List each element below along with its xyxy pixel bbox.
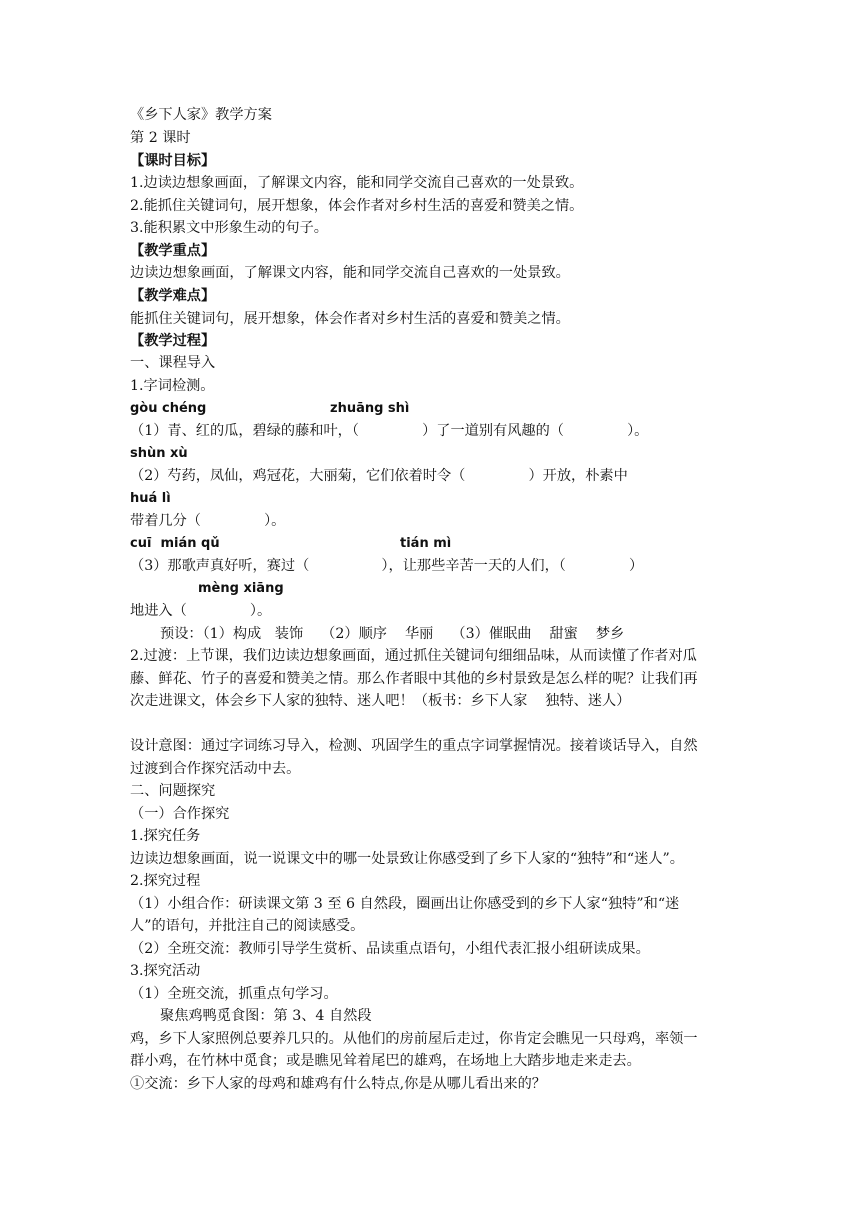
- question-2-cont: 带着几分（ ）。: [130, 513, 286, 529]
- question-3-cont: 地进入（ ）。: [130, 603, 272, 619]
- task-text: 边读边想象画面，说一说课文中的哪一处景致让你感受到了乡下人家的“独特”和“迷人”。: [130, 851, 684, 867]
- activity-1: （1）全班交流，抓重点句学习。: [130, 986, 338, 1002]
- pinyin-goucheng: gòu chéng: [130, 401, 207, 416]
- design-intent-line-2: 过渡到合作探究活动中去。: [130, 761, 301, 777]
- goal-2: 2.能抓住关键词句，展开想象，体会作者对乡村生活的喜爱和赞美之情。: [130, 198, 584, 214]
- transition-line-1: 2.过渡：上节课，我们边读边想象画面，通过抓住关键词句细细品味，从而读懂了作者对瓜: [130, 648, 697, 664]
- discussion-question: ①交流：乡下人家的母鸡和雄鸡有什么特点,你是从哪儿看出来的？: [130, 1076, 546, 1092]
- activity-heading: 3.探究活动: [130, 963, 201, 979]
- paragraph-line-2: 群小鸡，在竹林中觅食；或是瞧见耸着尾巴的雄鸡，在场地上大踏步地走来走去。: [130, 1053, 641, 1069]
- focus-text: 边读边想象画面，了解课文内容，能和同学交流自己喜欢的一处景致。: [130, 265, 570, 281]
- process-heading: 2.探究过程: [130, 873, 201, 889]
- paragraph-line-1: 鸡，乡下人家照例总要养几只的。从他们的房前屋后走过，你肯定会瞧见一只母鸡，率领一: [130, 1031, 698, 1047]
- difficulty-text: 能抓住关键词句，展开想象，体会作者对乡村生活的喜爱和赞美之情。: [130, 311, 570, 327]
- design-intent-line-1: 设计意图：通过字词练习导入，检测、巩固学生的重点字词掌握情况。接着谈话导入，自然: [130, 738, 698, 754]
- process-1-line-2: 人”的语句，并批注自己的阅读感受。: [130, 918, 365, 934]
- process-2: （2）全班交流：教师引导学生赏析、品读重点语句，小组代表汇报小组研读成果。: [130, 941, 650, 957]
- goal-3: 3.能积累文中形象生动的句子。: [130, 220, 328, 236]
- subsection-cooperative: （一）合作探究: [130, 806, 230, 822]
- heading-focus: 【教学重点】: [130, 243, 216, 259]
- pinyin-huali: huá lì: [130, 491, 171, 506]
- transition-line-3: 次走进课文，体会乡下人家的独特、迷人吧！（板书：乡下人家 独特、迷人）: [130, 693, 631, 709]
- task-heading: 1.探究任务: [130, 828, 201, 844]
- section-1-heading: 一、课程导入: [130, 355, 216, 371]
- focus-paragraph-label: 聚焦鸡鸭觅食图：第 3、4 自然段: [160, 1008, 372, 1024]
- question-3: （3）那歌声真好听，赛过（ ），让那些辛苦一天的人们，（ ）: [130, 558, 644, 574]
- pinyin-cuimianqu: cuī mián qǔ: [130, 536, 220, 551]
- pinyin-zhuangshi: zhuāng shì: [330, 401, 410, 416]
- goal-1: 1.边读边想象画面，了解课文内容，能和同学交流自己喜欢的一处景致。: [130, 175, 584, 191]
- doc-title: 《乡下人家》教学方案: [130, 107, 272, 123]
- transition-line-2: 藤、鲜花、竹子的喜爱和赞美之情。那么作者眼中其他的乡村景致是怎么样的呢？让我们再: [130, 671, 698, 687]
- pinyin-shunxu: shùn xù: [130, 446, 188, 461]
- heading-process: 【教学过程】: [130, 333, 216, 349]
- pinyin-mengxiang: mèng xiāng: [198, 581, 284, 596]
- lesson-label: 第 2 课时: [130, 130, 191, 146]
- preset-answers: 预设：（1）构成 装饰 （2）顺序 华丽 （3）催眠曲 甜蜜 梦乡: [160, 626, 625, 642]
- heading-difficulty: 【教学难点】: [130, 288, 216, 304]
- pinyin-tianmi: tián mì: [400, 536, 452, 551]
- word-check-heading: 1.字词检测。: [130, 378, 215, 394]
- section-2-heading: 二、问题探究: [130, 783, 216, 799]
- process-1-line-1: （1）小组合作：研读课文第 3 至 6 自然段，圈画出让你感受到的乡下人家“独特”和“迷: [130, 896, 680, 912]
- question-2: （2）芍药，凤仙，鸡冠花，大丽菊，它们依着时令（ ）开放，朴素中: [130, 468, 628, 484]
- question-1: （1）青、红的瓜，碧绿的藤和叶，（ ）了一道别有风趣的（ ）。: [130, 423, 649, 439]
- heading-goals: 【课时目标】: [130, 153, 216, 169]
